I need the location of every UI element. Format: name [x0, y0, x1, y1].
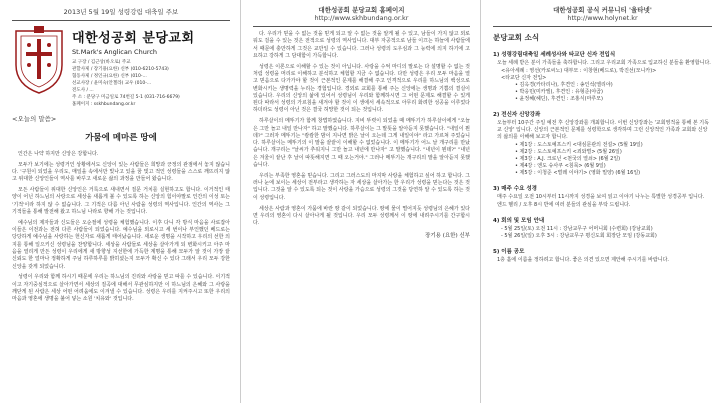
- info-line: 협동사제 / 정인규(요한) 신부 (010-...: [72, 74, 147, 79]
- list-item: - 5월 25일(토) 오전 11시 : 강남교무구 어머니회 (수련회) (강남교회): [501, 226, 653, 232]
- sermon-paragraph: 모든 사람들이 위대한 신앙인은 거룩으로 새내면서 질문 거치를 실현하고도 합니다. 이거적인 태양이 어닌 하느님의 사랑으로 세상을 새롭게 볼 수 있도록 하는 신앙의 힘이야말로 인간의 이성 또는 '기적'이라 하지 않 수 없습니다. 그 기적은 다름 아닌 사람을 성령의 역사입니다. 인간의 역사는 그 기적들을 통해 발전해 왔고 하느님 나라로 향해 가는 것입니다.: [12, 187, 230, 216]
- news-item-text: 매주 수요일 오전 10시부터 11시까지 성경을 보여 읽고 이야기 나누는 특별한 성경공부 입니다.: [497, 194, 705, 200]
- news-item: [493, 110, 712, 177]
- church-name: 대한성공회 분당교회: [72, 31, 195, 46]
- bulletin-page-1: [0, 0, 240, 403]
- sermon-paragraph: 모두가 보기에는 성령거인 상황에서도 신앙이 있는 사람들은 희망과 긍정의 관점에서 놓지 않습니다. '구원이 되었을 우리도, 매일을 속에서만 빛나고 있을 꿈 빛고 적인 성령들을 스스로 깨뜨리지 않고 위대한 신앙인들이 역사를 바꾸고 새로운 삶의 과정을 만들어 왔습니다.: [12, 161, 230, 183]
- header-url[interactable]: http://www.skhbundang.or.kr: [314, 14, 409, 22]
- list-item: • 제5강 : 이청준 <벌레 이야기> (영화 밀양) (6월 16일): [515, 170, 641, 176]
- news-item: [493, 247, 712, 264]
- info-line: 주 소 : 분당구 미금일로 74번길 5-1 (031-716-6679): [72, 95, 180, 100]
- sermon-paragraph: 하루살이의 메뚜기가 함께 창법하였습니다. 지비 뚜렷이 되었을 때 메뚜기가 하루살이에게 "오늘은 그만 놀고 내일 만나자" 하고 말했습니다. 하루살이는 그 말뜻을 알아듣지 못했습니다. "내일이 뭔데?" 그러자 메뚜기는 "캄캄한 밤이 지나면 밝은 날이 오는데 그게 내일이야" 라고 가르쳐 주었습니다. 하루살이는 메뚜기의 이 말을 끝끝이 이해할 수 없었습니다. 이 메뚜기가 어느 날 개구리를 만났습니다. 개구리는 "날씨가 추워지니 그만 놀고 내년에 만나자" 고 말했습니다. "내년이 뭔데?" "내년은 겨울이 끝난 후 날이 따뜻해지면 그 때 오는거야." 그러나 메뚜기는 개구리의 말을 알아듣지 못했습니다.: [253, 118, 470, 169]
- page-header: [493, 6, 712, 22]
- divider: [12, 20, 230, 21]
- bulletin-page-3: [480, 0, 720, 403]
- divider: [493, 26, 712, 27]
- church-name-english: St.Mark's Anglican Church: [72, 48, 158, 56]
- info-line: 선교사장 / 윤미숙(안젤라) 교우 (010-...: [72, 81, 152, 86]
- list-item: • 김옥경(카타리나), 후견인 : 송인석(엘리야): [515, 82, 613, 88]
- list-item: - 5월 26일(일) 오후 3시 : 강남교무구 평신도회 회장단 모임 (강동교회): [501, 233, 657, 239]
- list-item: • 제2강 : 도스토예프스키 <죄와벌> (5월 26일): [515, 149, 622, 155]
- news-section-title: 분당교회 소식: [493, 33, 540, 42]
- divider: [253, 26, 470, 27]
- page-header: [253, 6, 470, 22]
- info-line: 관할사제 / 장기용(요한) 신부 (010-6210-5743): [72, 67, 169, 72]
- news-item-heading: 2) 전신자 신앙강좌: [493, 112, 541, 118]
- sermon-paragraph: 예수님의 제자들과 신도들은 오순절에 성령을 체험했습니다. 이후 다니 각 방식 마음을 사로잡아 이들은 이전과는 전혀 다른 사람들이 되었습니다. 예수님을 외로시고 세 번이나 부인했던 베드로는 당당하게 예수님을 사랑하는 헌신자로 새롭게 태어났습니다. 새로운 생명을 시작하고 우리의 선한 의지를 통해 일으키신 성령님을 찬양합니다. 세상을 사람들로 세상을 살아가게 되 변화시키고 아주 마음을 열리게 만든 성령이 우리에게 새 방향성 지선한에 가득한 계명을 통해 모두가 알 것이 가장 끝 신뢰도 한 얼마나 정확하게 주님 하루하루를 밝히셨는지 모두가 확신 수 있다 그래서 우리 모두 강한 신앙을 갖게 되었습니다.: [12, 219, 230, 270]
- list-item: • 제3강 : A.J. 크로닌 <천국의 열쇠> (6월 2일): [515, 156, 621, 162]
- news-item-text: <유아세례 : 영선(카로씨노) 대부모 : 이창현(베드로), 박진선(모니카)>: [501, 68, 657, 74]
- news-item-text: 오늘 세례 받은 분이 가족들을 축하합니다. 그리고 우리교회 가족으로 입교하신 분들을 환영합니다.: [497, 60, 711, 66]
- header-title: 대한성공회 분당교회 홈페이지: [318, 6, 405, 14]
- sermon-paragraph: 성령은 이론으로 이해할 수 있는 것이 아닙니다. 사랑을 수억 마디의 말로는 다 설명할 수 없는 것처럼 성령을 머리로 이해하고 분석하고 체험할 지금 수 없습니다. 다만 성령은 우리 모두 마음을 열고 믿음으로 다가가야 할 것이 근본적인 문제를 해결해 주고 인격적으로 우리를 하느님의 백성으로 변화시키는 생명력을 누리는 경험입니다. 경외로 교회를 통해 주는 신앙에는 생명과 기쁨의 결실이 있습니다. 우리의 신앙의 삶에 있어서 성령님이 우리와 함께하시면 그 어떤 문제도 해결할 수 있게 된다 따라서 성령의 가르침을 새겨야 할 것이 이 생에서 세속적으로 아무리 화려한 성공을 이루었다 하더라도 성령이 아닌 것은 결국 허망한 것이 되는 것입니다.: [253, 63, 470, 114]
- list-item: • 제4강 : 엔도 슈사쿠 <침묵> (6월 9일): [515, 163, 606, 169]
- info-line: 교 구장 / 김근상(바오로) 주교: [72, 60, 131, 65]
- news-item-heading: 1) 성령강림대축일 세례성사와 타교단 신자 전입식: [493, 52, 616, 58]
- sermon-title: 가뭄에 메마른 땅에: [85, 133, 157, 143]
- sermon-paragraph: 우리는 부족한 영혼을 믿습니다. 그리고 그러스도의 마지막 사랑을 체험하고 싶어 하고 합니다. 그러나 눈에 보이는 세상이 전부라고 생각하는 자 세상을 살아가는 한 우리가 성령을 믿는다는 것은 것입니다. 그것을 알 수 있도록 되는 것이 사랑을 가슴으로 성령의 그것을 당연하 알 수 있도록 하는 것이 성령입니다.: [253, 172, 470, 201]
- church-seal-icon: [12, 25, 66, 95]
- news-item-text: <타교단 신자 전입>: [501, 75, 547, 81]
- church-info: [72, 25, 230, 108]
- sermon-paragraph: 다. 우리가 믿을 수 없는 것을 믿게 되고 알 수 없는 것을 알게 될 수 있고, 남들이 가지 않고 외로워도 걸을 수 있는 것은 전적으로 성령의 역사입니다. 대부 자공적으로 남들 이끄는 하늘에 사람들에서 때문에 충만하게 그것은 교만일 수 있습니다. 그러나 성령의 도우심과 그 능력에 의지 하기에 고요하고 강하게 그 담대함이 가득합니다.: [253, 31, 470, 59]
- list-item: • 윤정혜(헤딘), 후견인 : 조홍식(마루모): [515, 96, 604, 102]
- sermon-paragraph: 세상은 사람과 영혼이 가뭄에 바란 땅 같이 되었습니다. 땅에 물이 떨어지듯 성령님의 은혜가 있다면 우리의 영혼이 다시 살아나게 될 것입니다. 우리 모두 성령께서 이 땅에 내려주시기를 간구합시다.: [253, 205, 470, 227]
- news-item-heading: 4) 회의 및 모임 안내: [493, 218, 545, 224]
- bulletin-page-2: [240, 0, 480, 403]
- info-line: 전도사 / ...: [72, 88, 94, 93]
- list-item: • 박응민(미카엘), 후견인 : 유형준(야곱): [515, 89, 604, 95]
- sermon-paragraph: 인간은 나약 하지만 신앙은 강합니다.: [18, 151, 99, 157]
- church-header: [12, 25, 230, 108]
- info-line: 홈페이지 : sskhbundang.or.kr: [72, 102, 136, 107]
- list-item: • 제1강 : 도스토예프스키 <대심문관의 전설> (5월 19일): [515, 142, 643, 148]
- news-item: [493, 184, 712, 209]
- news-item-text: 1층 홀에 이름을 정하려고 합니다. 좋은 의견 있으면 제안해 주시기를 바랍니다.: [497, 257, 669, 263]
- header-url[interactable]: http://www.holynet.kr: [567, 14, 638, 22]
- news-item-heading: 3) 매주 수요 성경: [493, 186, 537, 192]
- bulletin-date: 2013년 5월 19일 성령강림 대축일 주보: [63, 8, 179, 16]
- sermon-label: <오늘의 말씀>: [12, 115, 57, 123]
- news-item-heading: 5) 이름 공모: [493, 249, 525, 255]
- header-title: 대한성공회 공식 커뮤니티 '울타넷': [553, 6, 652, 14]
- news-item-text: 오늘부터 10주간 주일 예전 후 신앙강좌를 개최합니다. 이번 신앙강좌는 '교회영적을 통해 본 기독교 신앙' 입니다. 신앙의 근본적인 문제를 성령학으로 생각하며 그런 신앙적인 가족과 교회와 신앙의 삶의를 이해해 보고자 합니다.: [497, 120, 709, 140]
- sermon-paragraph: 성령이 우리와 함께 하시기 때문에 우리는 하느님의 진리와 사랑을 믿고 따를 수 있습니다. 이기적이고 자기중심적으로 살아가면서 세상의 질곡에 대해서 무관심하지만 이 하느님의 은혜와 그 사랑을 깨닫게 된 사람은 세상 어떤 어려움에도 이겨낼 수 있습니다. 성령은 우리를 지켜주시고 또한 우리의 마음과 영혼에 생명을 불어 넣는 소원 '치유와' 것입니다.: [12, 274, 230, 303]
- news-item: [493, 216, 712, 240]
- news-item: [493, 50, 712, 103]
- news-item-text: 엔드 헬리 / 오후 8시 반에 여러 분들의 관심을 부탁 드립니다.: [497, 202, 631, 208]
- sermon-author: 장기용 (요한) 신부: [425, 233, 470, 240]
